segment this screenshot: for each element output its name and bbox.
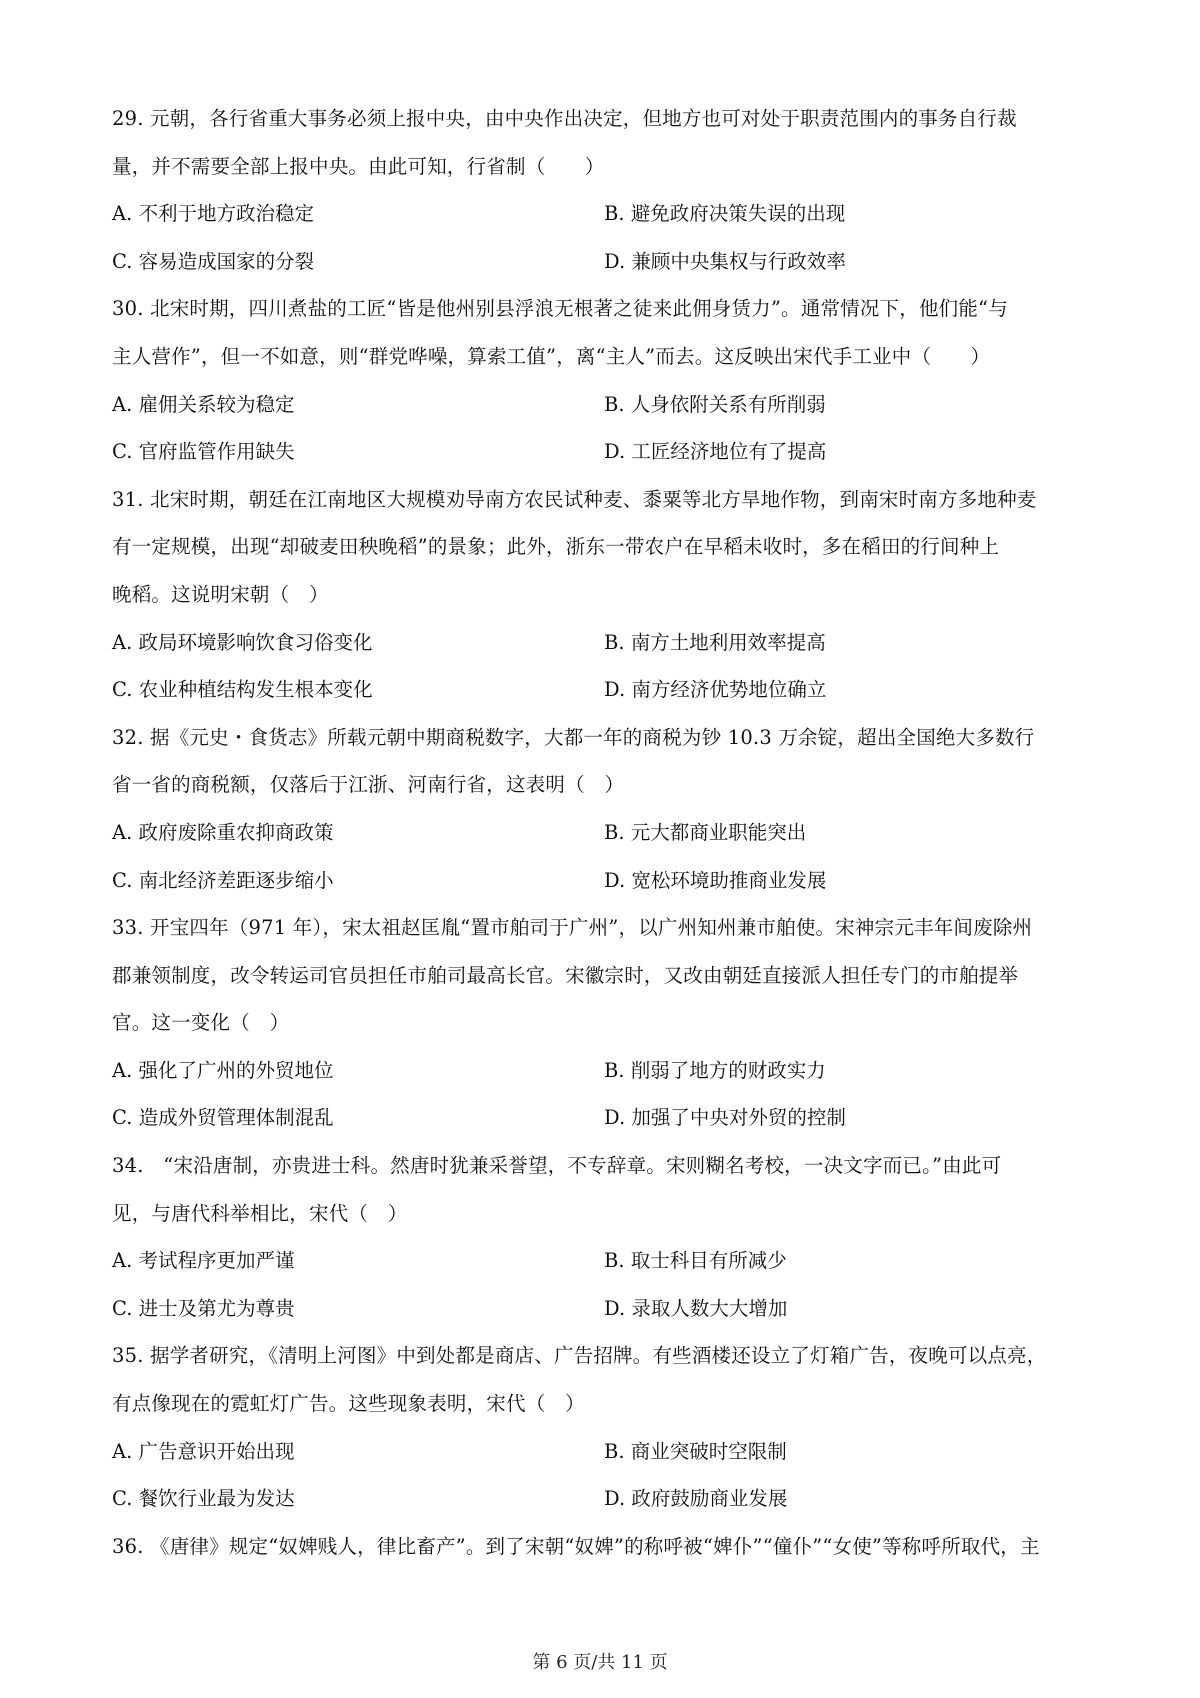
- question-stem-line: 见，与唐代科举相比，宋代（ ）: [112, 1201, 408, 1225]
- answer-option: A. 雇佣关系较为稳定: [112, 392, 295, 416]
- question-stem-line: 31. 北宋时期，朝廷在江南地区大规模劝导南方农民试种麦、黍粟等北方旱地作物，到南宋时南方多地种麦: [112, 487, 1037, 511]
- answer-option: B. 商业突破时空限制: [604, 1439, 787, 1463]
- option-row: [112, 1094, 1102, 1142]
- question-stem-line: 30. 北宋时期，四川煮盐的工匠“皆是他州别县浮浪无根著之徒来此佣身赁力”。通常情况下，他们能“与: [112, 297, 1008, 321]
- answer-option: D. 政府鼓励商业发展: [604, 1487, 788, 1511]
- question-block: [112, 714, 1102, 904]
- answer-option: B. 取士科目有所减少: [604, 1249, 787, 1273]
- question-stem-line: 量，并不需要全部上报中央。由此可知，行省制（ ）: [112, 154, 605, 178]
- question-block: [112, 476, 1102, 714]
- question-stem-line: 35. 据学者研究，《清明上河图》中到处都是商店、广告招牌。有些酒楼还设立了灯箱广告，夜晚可以点亮，: [112, 1344, 1047, 1368]
- option-row: [112, 857, 1102, 905]
- question-stem-line: 主人营作”，但一不如意，则“群党哗噪，算索工值”，离“主人”而去。这反映出宋代手工业中（ ）: [112, 344, 991, 368]
- answer-option: D. 加强了中央对外贸的控制: [604, 1106, 846, 1130]
- answer-option: C. 南北经济差距逐步缩小: [112, 868, 334, 892]
- answer-option: B. 避免政府决策失误的出现: [604, 202, 846, 226]
- option-row: [112, 666, 1102, 714]
- answer-option: A. 政府废除重农抑商政策: [112, 820, 334, 844]
- question-stem-line: 36. 《唐律》规定“奴婢贱人，律比畜产”。到了宋朝“奴婢”的称呼被“婢仆”“僮仆”“女使”等称呼所取代，主: [112, 1534, 1040, 1558]
- option-row: [112, 1475, 1102, 1523]
- answer-option: A. 不利于地方政治稳定: [112, 202, 314, 226]
- answer-option: D. 宽松环境助推商业发展: [604, 868, 827, 892]
- question-block: [112, 95, 1102, 285]
- answer-option: D. 南方经济优势地位确立: [604, 678, 827, 702]
- option-row: [112, 428, 1102, 476]
- answer-option: B. 元大都商业职能突出: [604, 820, 807, 844]
- question-block: [112, 1142, 1102, 1332]
- question-block: [112, 285, 1102, 475]
- question-stem-line: 29. 元朝，各行省重大事务必须上报中央，由中央作出决定，但地方也可对处于职责范围内的事务自行裁: [112, 107, 1017, 130]
- answer-option: C. 农业种植结构发生根本变化: [112, 678, 373, 702]
- answer-option: C. 容易造成国家的分裂: [112, 249, 315, 273]
- answer-option: A. 强化了广州的外贸地位: [112, 1058, 334, 1082]
- answer-option: B. 削弱了地方的财政实力: [604, 1058, 826, 1082]
- option-row: [112, 1237, 1102, 1285]
- answer-option: A. 政局环境影响饮食习俗变化: [112, 630, 373, 654]
- question-block: [112, 1523, 1102, 1571]
- option-row: [112, 619, 1102, 667]
- page-number: 第 6 页/共 11 页: [532, 1652, 668, 1673]
- answer-option: D. 兼顾中央集权与行政效率: [604, 249, 846, 273]
- option-row: [112, 1047, 1102, 1095]
- question-stem-line: 34. “宋沿唐制，亦贵进士科。然唐时犹兼采誉望，不专辞章。宋则糊名考校，一决文字而已。”由此可: [112, 1154, 1002, 1178]
- answer-option: C. 餐饮行业最为发达: [112, 1487, 295, 1511]
- option-row: [112, 190, 1102, 238]
- question-stem-line: 省一省的商税额，仅落后于江浙、河南行省，这表明（ ）: [112, 773, 625, 797]
- question-block: [112, 1332, 1102, 1522]
- answer-option: C. 官府监管作用缺失: [112, 440, 295, 464]
- question-stem-line: 有点像现在的霓虹灯广告。这些现象表明，宋代（ ）: [112, 1392, 585, 1416]
- answer-option: B. 人身依附关系有所削弱: [604, 392, 826, 416]
- question-stem-line: 有一定规模，出现“却破麦田秧晚稻”的景象；此外，浙东一带农户在早稻未收时，多在稻田的行间种上: [112, 535, 1000, 559]
- question-stem-line: 晚稻。这说明宋朝（ ）: [112, 582, 329, 606]
- answer-option: D. 工匠经济地位有了提高: [604, 440, 827, 464]
- question-list: [112, 95, 1102, 1570]
- option-row: [112, 809, 1102, 857]
- answer-option: A. 考试程序更加严谨: [112, 1249, 295, 1273]
- question-block: [112, 904, 1102, 1142]
- answer-option: C. 进士及第尤为尊贵: [112, 1296, 295, 1320]
- answer-option: B. 南方土地利用效率提高: [604, 630, 826, 654]
- question-stem-line: 33. 开宝四年（971 年），宋太祖赵匡胤“置市舶司于广州”，以广州知州兼市舶使。宋神宗元丰年间废除州: [112, 916, 1033, 940]
- question-stem-line: 郡兼领制度，改令转运司官员担任市舶司最高长官。宋徽宗时，又改由朝廷直接派人担任专门的市舶提举: [112, 963, 1019, 987]
- option-row: [112, 1285, 1102, 1333]
- question-stem-line: 官。这一变化（ ）: [112, 1011, 290, 1035]
- answer-option: A. 广告意识开始出现: [112, 1439, 295, 1463]
- answer-option: C. 造成外贸管理体制混乱: [112, 1106, 334, 1130]
- option-row: [112, 238, 1102, 286]
- question-stem-line: 32. 据《元史・食货志》所载元朝中期商税数字，大都一年的商税为钞 10.3 万余锭，超出全国绝大多数行: [112, 725, 1035, 749]
- option-row: [112, 1428, 1102, 1476]
- option-row: [112, 381, 1102, 429]
- answer-option: D. 录取人数大大增加: [604, 1296, 788, 1320]
